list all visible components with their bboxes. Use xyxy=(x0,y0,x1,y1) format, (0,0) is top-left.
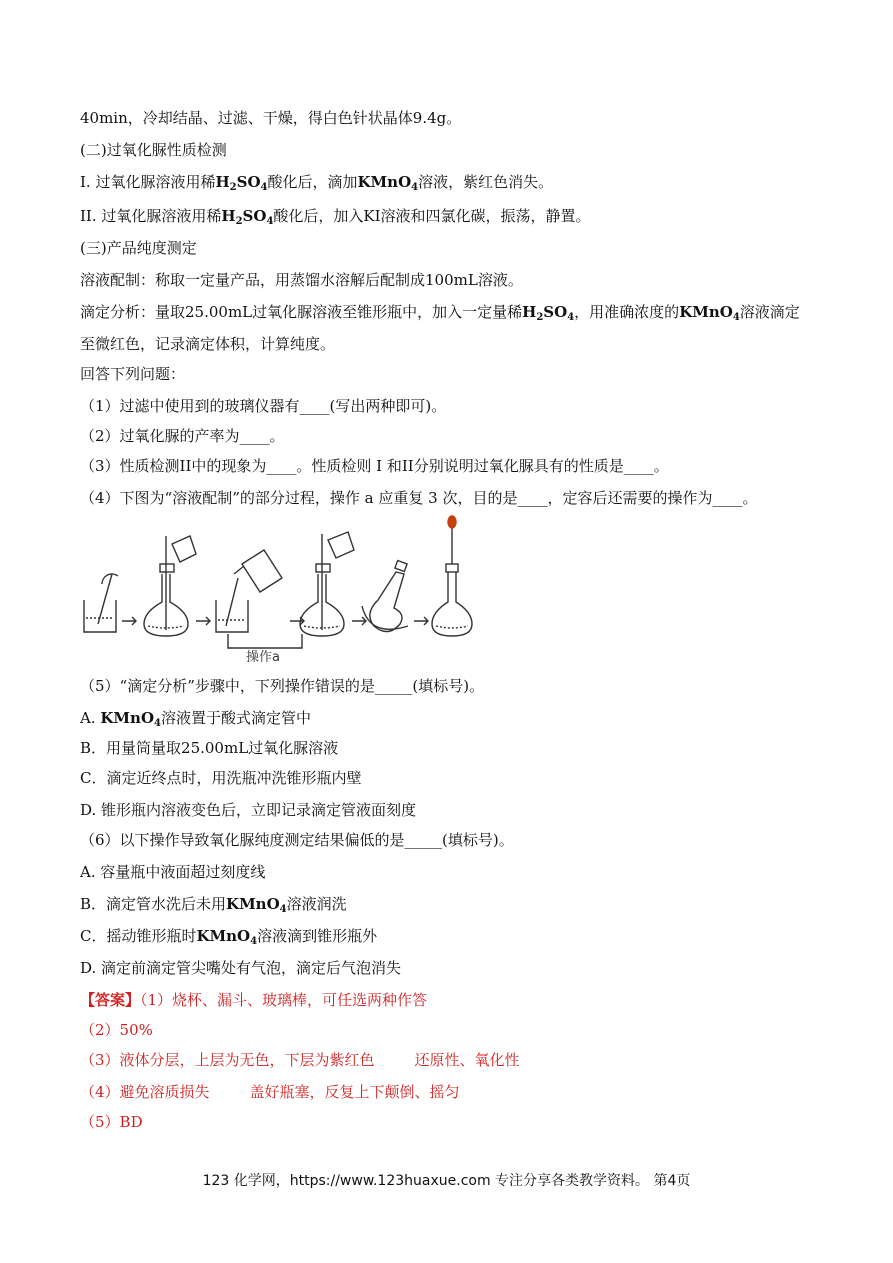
formula: SO xyxy=(236,173,261,191)
flask-with-dropper-icon xyxy=(432,516,472,636)
question-5: （5）“滴定分析”步骤中，下列操作错误的是_____(填标号)。 xyxy=(80,677,485,695)
arrow-icon xyxy=(290,617,304,625)
option-6b xyxy=(80,894,347,920)
formula: H xyxy=(221,207,236,225)
text: 溶液滴定 xyxy=(739,303,800,321)
answer-3 xyxy=(80,1050,520,1070)
text-line: 溶液配制：称取一定量产品，用蒸馏水溶解后配制成100mL溶液。 xyxy=(80,271,523,289)
subscript: 2 xyxy=(235,216,243,227)
text: 溶液置于酸式滴定管中 xyxy=(160,709,311,727)
section-heading: (三)产品纯度测定 xyxy=(80,239,197,257)
question-1: （1）过滤中使用到的玻璃仪器有____(写出两种即可)。 xyxy=(80,397,447,415)
question-6: （6）以下操作导致氧化脲纯度测定结果偏低的是_____(填标号)。 xyxy=(80,831,514,849)
beaker-with-rod-icon xyxy=(84,574,118,632)
subscript: 4 xyxy=(279,904,287,915)
text-line: 回答下列问题： xyxy=(80,365,186,383)
arrow-icon xyxy=(352,617,366,625)
text-line xyxy=(80,172,553,198)
subscript: 2 xyxy=(536,312,544,323)
option-5d: D. 锥形瓶内溶液变色后，立即记录滴定管液面刻度 xyxy=(80,801,417,819)
text: 滴定分析：量取25.00mL过氧化脲溶液至锥形瓶中，加入一定量稀 xyxy=(80,303,523,321)
option-6a: A. 容量瓶中液面超过刻度线 xyxy=(80,863,266,881)
option-5a xyxy=(80,708,311,734)
text-line xyxy=(80,206,591,232)
page-footer: 123 化学网，https://www.123huaxue.com 专注分享各类教学资料。 第4页 xyxy=(202,1173,691,1189)
beaker-with-wash-bottle-icon xyxy=(216,550,282,632)
formula: KMnO xyxy=(100,709,155,727)
answer-2: （2）50% xyxy=(80,1021,153,1039)
answer-5: （5）BD xyxy=(80,1113,143,1131)
text: B．滴定管水洗后未用 xyxy=(80,895,227,913)
subscript: 4 xyxy=(266,216,274,227)
answer-text: （4）避免溶质损失 xyxy=(80,1083,210,1101)
text: 溶液，紫红色消失。 xyxy=(418,173,554,191)
question-4: （4）下图为“溶液配制”的部分过程，操作 a 应重复 3 次，目的是____，定容后还需要的操作为____。 xyxy=(80,489,758,507)
option-6d: D. 滴定前滴定管尖嘴处有气泡，滴定后气泡消失 xyxy=(80,959,402,977)
answer-tag: 【答案】 xyxy=(80,991,141,1009)
answer-text: （3）液体分层，上层为无色，下层为紫红色 xyxy=(80,1051,375,1069)
subscript: 4 xyxy=(732,312,740,323)
text-line: 至微红色，记录滴定体积，计算纯度。 xyxy=(80,335,336,353)
formula: KMnO xyxy=(679,303,733,321)
arrow-icon xyxy=(196,617,210,625)
option-5b: B．用量筒量取25.00mL过氧化脲溶液 xyxy=(80,739,339,757)
text: II. 过氧化脲溶液用稀 xyxy=(80,207,222,225)
text: 溶液润洗 xyxy=(286,895,347,913)
volumetric-flask-icon xyxy=(144,536,196,636)
question-3: （3）性质检测II中的现象为____。性质检则 I 和II分别说明过氧化脲具有的性质是____。 xyxy=(80,457,669,475)
text: 酸化后，滴加 xyxy=(267,173,358,191)
question-2: （2）过氧化脲的产率为____。 xyxy=(80,427,285,445)
text-line: 40min，冷却结晶、过滤、干燥，得白色针状晶体9.4g。 xyxy=(80,109,462,127)
formula: KMnO xyxy=(196,927,251,945)
answer-text: 盖好瓶塞，反复上下颠倒、摇匀 xyxy=(249,1083,460,1101)
solution-preparation-diagram xyxy=(78,514,488,666)
subscript: 4 xyxy=(250,936,258,947)
text: I. 过氧化脲溶液用稀 xyxy=(80,173,216,191)
arrow-icon xyxy=(122,617,136,625)
text: A. xyxy=(80,709,96,727)
subscript: 4 xyxy=(260,182,268,193)
answer-text: （1）烧杯、漏斗、玻璃棒，可任选两种作答 xyxy=(140,991,428,1009)
tilted-flask-icon xyxy=(362,561,408,632)
formula: SO xyxy=(543,303,568,321)
answer-text: 还原性、氧化性 xyxy=(414,1051,520,1069)
formula: H xyxy=(522,303,537,321)
text: 酸化后，加入KI溶液和四氯化碳，振荡，静置。 xyxy=(273,207,591,225)
text: ，用准确浓度的 xyxy=(574,303,680,321)
subscript: 4 xyxy=(567,312,575,323)
formula: KMnO xyxy=(357,173,412,191)
text: C．摇动锥形瓶时 xyxy=(80,927,197,945)
subscript: 4 xyxy=(154,718,161,729)
section-heading: (二)过氧化脲性质检测 xyxy=(80,141,227,159)
arrow-icon xyxy=(414,617,428,625)
option-6c xyxy=(80,926,377,952)
answer-1 xyxy=(80,990,427,1010)
formula: SO xyxy=(242,207,267,225)
text: 溶液滴到锥形瓶外 xyxy=(257,927,378,945)
subscript: 2 xyxy=(229,182,237,193)
formula: KMnO xyxy=(226,895,280,913)
text-line xyxy=(80,302,800,328)
volumetric-flask-icon xyxy=(300,532,354,636)
answer-4 xyxy=(80,1082,460,1102)
option-5c: C．滴定近终点时，用洗瓶冲洗锥形瓶内壁 xyxy=(80,769,362,787)
subscript: 4 xyxy=(411,182,419,193)
figure-label: 操作a xyxy=(246,650,280,665)
formula: H xyxy=(215,173,230,191)
